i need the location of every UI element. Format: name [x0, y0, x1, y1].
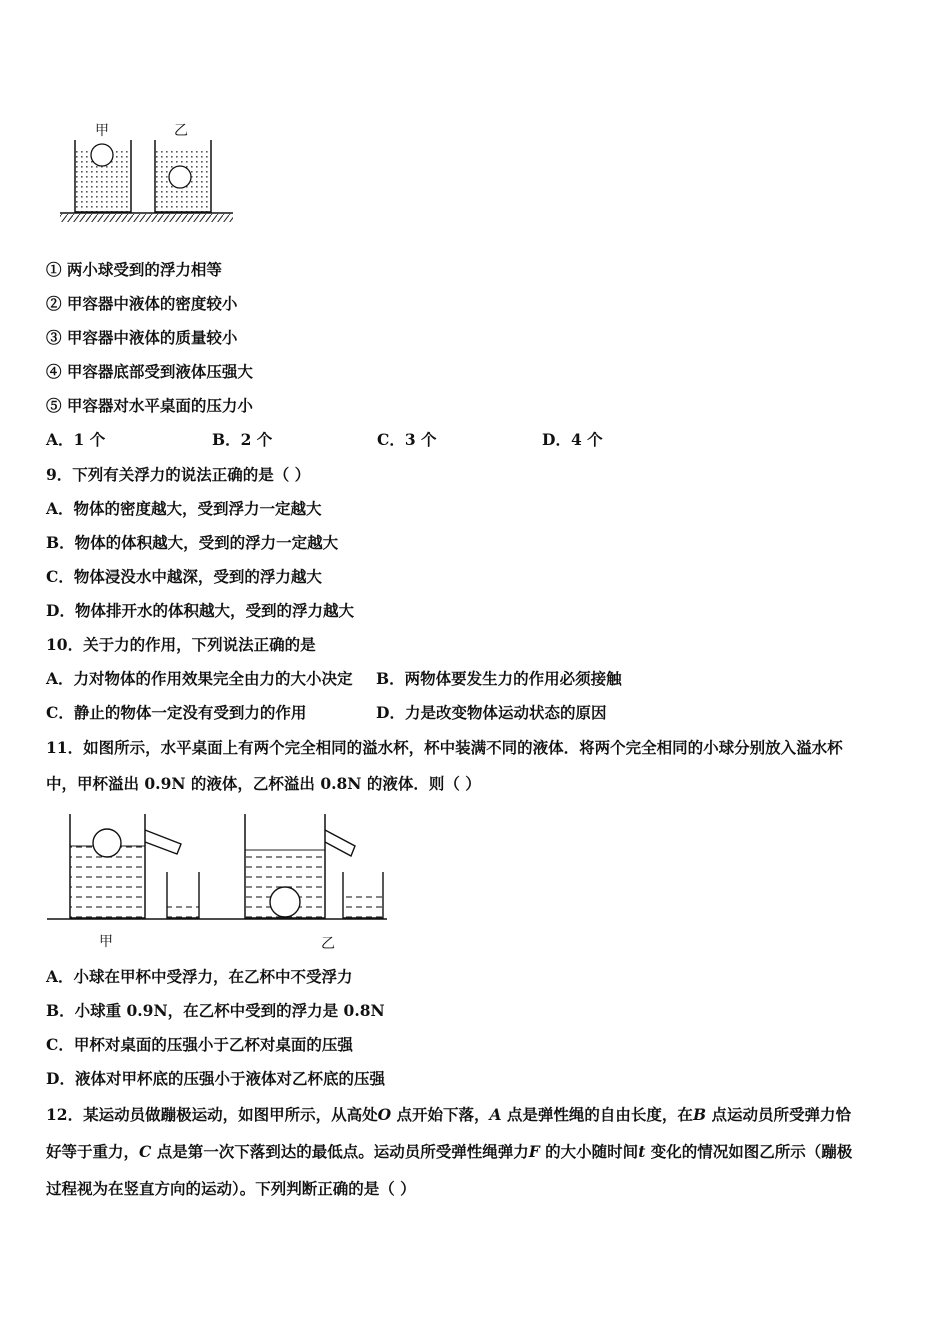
q8-option-a: A．1 个	[46, 430, 106, 449]
q8-statement-2: ② 甲容器中液体的密度较小	[46, 294, 238, 313]
figure2-label-jia: 甲	[99, 934, 113, 950]
figure2-cup-yi	[245, 814, 355, 918]
figure2-label-yi: 乙	[321, 936, 335, 952]
figure1-ball-yi	[169, 166, 191, 188]
q11-option-c: C．甲杯对桌面的压强小于乙杯对桌面的压强	[46, 1035, 353, 1054]
figure2-cup-jia	[70, 814, 181, 918]
q9-option-c: C．物体浸没水中越深，受到的浮力越大	[46, 567, 322, 586]
var-a: A	[489, 1105, 502, 1124]
var-t: t	[638, 1142, 646, 1161]
q8-option-b: B．2 个	[212, 430, 273, 449]
q10-option-d: D．力是改变物体运动状态的原因	[376, 703, 607, 722]
var-b: B	[692, 1105, 707, 1124]
q8-statement-4: ④ 甲容器底部受到液体压强大	[46, 362, 253, 381]
q12-stem-line3: 过程视为在竖直方向的运动）。下列判断正确的是（ ）	[46, 1179, 416, 1198]
figure2-beaker-yi	[343, 872, 383, 918]
figure2-beaker-jia	[167, 872, 199, 918]
q8-option-d: D．4 个	[542, 430, 603, 449]
q10-option-b: B．两物体要发生力的作用必须接触	[376, 669, 622, 688]
q11-stem-line1: 11．如图所示，水平桌面上有两个完全相同的溢水杯，杯中装满不同的液体．将两个完全相同的小球分别放入溢水杯	[46, 738, 843, 757]
q10-stem: 10．关于力的作用，下列说法正确的是	[46, 635, 316, 654]
figure1-ball-jia	[91, 144, 113, 166]
q11-stem-line2: 中，甲杯溢出 0.9N 的液体，乙杯溢出 0.8N 的液体．则（ ）	[46, 774, 481, 793]
q9-option-d: D．物体排开水的体积越大，受到的浮力越大	[46, 601, 354, 620]
figure2-overflow-cups	[45, 812, 390, 922]
q9-option-b: B．物体的体积越大，受到的浮力一定越大	[46, 533, 339, 552]
q11-option-d: D．液体对甲杯底的压强小于液体对乙杯底的压强	[46, 1069, 385, 1088]
q8-option-c: C．3 个	[377, 430, 437, 449]
q8-statement-3: ③ 甲容器中液体的质量较小	[46, 328, 238, 347]
q9-stem: 9．下列有关浮力的说法正确的是（ ）	[46, 465, 311, 484]
q9-option-a: A．物体的密度越大，受到浮力一定越大	[46, 499, 322, 518]
var-f: F	[528, 1142, 540, 1161]
q8-statement-5: ⑤ 甲容器对水平桌面的压力小	[46, 396, 253, 415]
var-o: O	[377, 1105, 392, 1124]
q12-stem-line1: 12．某运动员做蹦极运动，如图甲所示，从高处O 点开始下落，A 点是弹性绳的自由长度，在B 点运动员所受弹力恰	[46, 1105, 851, 1124]
figure1-label-yi: 乙	[174, 123, 188, 139]
q8-statement-1: ① 两小球受到的浮力相等	[46, 260, 222, 279]
q10-option-c: C．静止的物体一定没有受到力的作用	[46, 703, 307, 722]
q10-option-a: A．力对物体的作用效果完全由力的大小决定	[46, 669, 353, 688]
q11-option-a: A．小球在甲杯中受浮力，在乙杯中不受浮力	[46, 967, 353, 986]
q11-option-b: B．小球重 0.9N，在乙杯中受到的浮力是 0.8N	[46, 1001, 385, 1020]
var-c: C	[139, 1142, 152, 1161]
q12-stem-line2: 好等于重力，C 点是第一次下落到达的最低点。运动员所受弹性绳弹力F 的大小随时间t 变化的情况如图乙所示（蹦极	[46, 1142, 853, 1161]
figure1-containers	[55, 135, 245, 225]
figure1-ground-hatch	[60, 214, 233, 222]
figure1-label-jia: 甲	[95, 123, 109, 139]
